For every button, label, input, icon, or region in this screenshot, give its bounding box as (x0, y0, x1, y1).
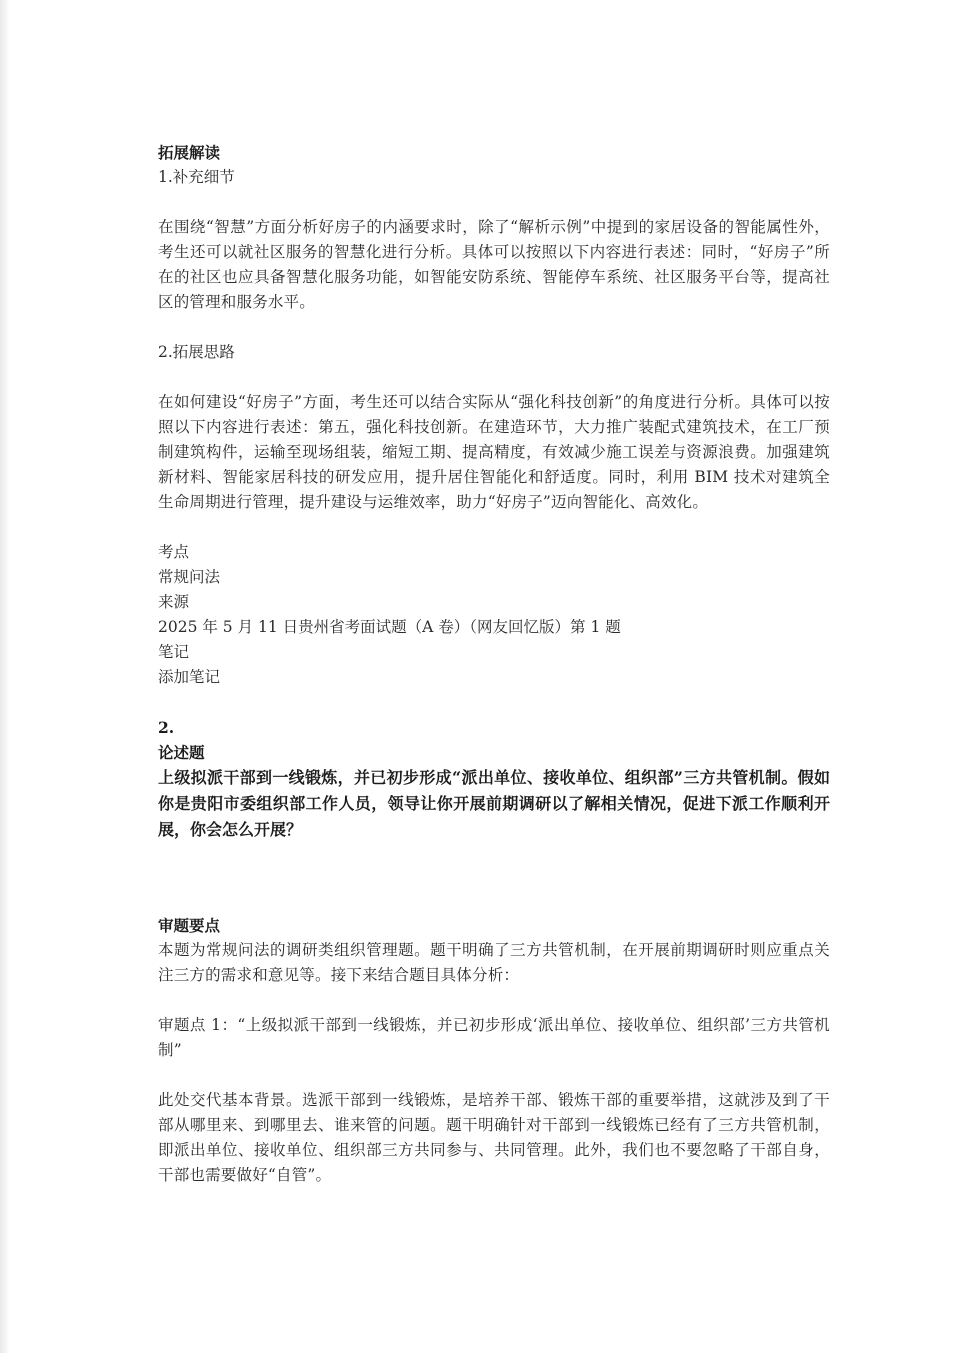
analysis-intro: 本题为常规问法的调研类组织管理题。题干明确了三方共管机制，在开展前期调研时则应重点关注三方的需求和意见等。接下来结合题目具体分析： (158, 941, 830, 984)
notes-label: 笔记 (158, 643, 190, 661)
sec2-paragraph: 在如何建设“好房子”方面，考生还可以结合实际从“强化科技创新”的角度进行分析。具体可以按照以下内容进行表述：第五，强化科技创新。在建造环节，大力推广装配式建筑技术，在工厂预制建筑构件，运输至现场组装，缩短工期、提高精度，有效减少施工误差与资源浪费。加强建筑新材料、智能家居科技的研发应用，提升居住智能化和舒适度。同时，利用 BIM 技术对建筑全生命周期进行管理，提升建设与运维效率，助力“好房子”迈向智能化、高效化。 (158, 393, 830, 511)
kaodian-label: 考点 (158, 543, 190, 561)
question-type: 论述题 (158, 743, 205, 762)
expand-title: 拓展解读 (158, 143, 221, 162)
document-page (158, 140, 830, 1188)
sec1-paragraph: 在围绕“智慧”方面分析好房子的内涵要求时，除了“解析示例”中提到的家居设备的智能属性外，考生还可以就社区服务的智慧化进行分析。具体可以按照以下内容进行表述：同时，“好房子”所在的社区也应具备智慧化服务功能，如智能安防系统、智能停车系统、社区服务平台等，提高社区的管理和服务水平。 (158, 218, 830, 311)
analysis-point1-paragraph: 此处交代基本背景。选派干部到一线锻炼，是培养干部、锻炼干部的重要举措，这就涉及到了干部从哪里来、到哪里去、谁来管的问题。题干明确针对干部到一线锻炼已经有了三方共管机制，即派出单位、接收单位、组织部三方共同参与、共同管理。此外，我们也不要忽略了干部自身，干部也需要做好“自管”。 (158, 1091, 830, 1184)
add-notes-link[interactable]: 添加笔记 (158, 668, 221, 686)
source-label: 来源 (158, 593, 190, 611)
sec1-title: 1.补充细节 (158, 168, 235, 186)
analysis-title: 审题要点 (158, 916, 221, 935)
sec2-title: 2.拓展思路 (158, 343, 235, 361)
analysis-point1: 审题点 1：“上级拟派干部到一线锻炼，并已初步形成‘派出单位、接收单位、组织部’三方共管机制” (158, 1016, 830, 1059)
question-number: 2. (158, 718, 175, 737)
question-text: 上级拟派干部到一线锻炼，并已初步形成“派出单位、接收单位、组织部”三方共管机制。假如你是贵阳市委组织部工作人员，领导让你开展前期调研以了解相关情况，促进下派工作顺利开展，你会怎么开展？ (158, 768, 830, 839)
kaodian-value: 常规问法 (158, 568, 221, 586)
source-value: 2025 年 5 月 11 日贵州省考面试题（A 卷）（网友回忆版）第 1 题 (158, 618, 621, 636)
page-edge-shadow (0, 0, 10, 1353)
